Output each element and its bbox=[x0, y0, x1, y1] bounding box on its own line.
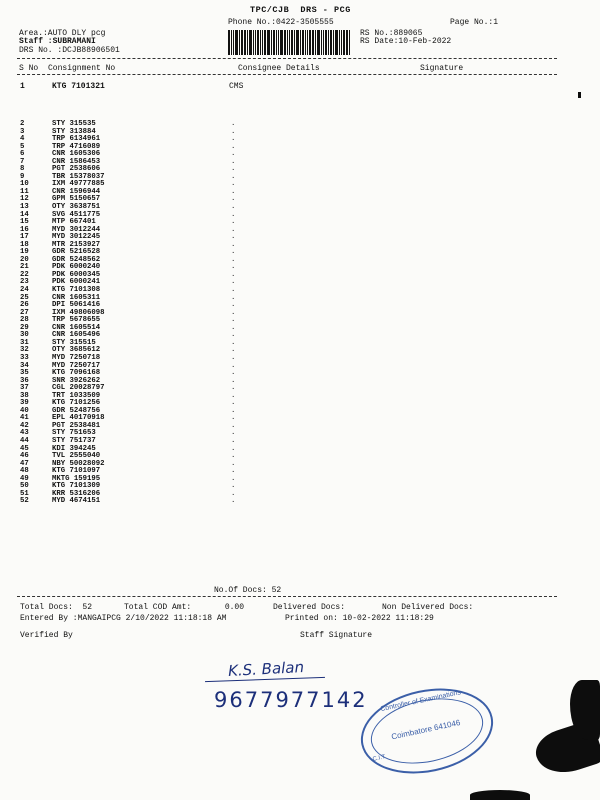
row-consignment-number: TRP 4716089 bbox=[52, 142, 101, 151]
row-consignee-details: . bbox=[231, 384, 236, 393]
barcode-bar bbox=[296, 30, 299, 55]
barcode-bar bbox=[264, 30, 266, 55]
row-serial-number: 31 bbox=[20, 338, 29, 347]
barcode-bar bbox=[262, 30, 263, 55]
barcode-bar bbox=[253, 30, 254, 55]
row-consignment-number: DPI 5061416 bbox=[52, 301, 101, 310]
row-consignee-details: . bbox=[231, 323, 236, 332]
row-consignment-number: GDR 5248562 bbox=[52, 255, 101, 264]
barcode-bar bbox=[307, 30, 308, 55]
rs-date: RS Date:10-Feb-2022 bbox=[360, 37, 452, 46]
barcode-bar bbox=[317, 30, 320, 55]
row-consignee-details: . bbox=[231, 270, 236, 279]
row-consignee-details: . bbox=[231, 195, 236, 204]
row-consignment-number: OTY 3685612 bbox=[52, 346, 101, 355]
row-consignee-details: . bbox=[231, 489, 236, 498]
row-serial-number: 50 bbox=[20, 482, 29, 491]
row-consignment-number: MYD 3012245 bbox=[52, 233, 101, 242]
row-consignment-number: STY 313884 bbox=[52, 127, 96, 136]
barcode-bar bbox=[239, 30, 240, 55]
row-serial-number: 47 bbox=[20, 459, 29, 468]
row-serial-number: 3 bbox=[20, 127, 25, 136]
row-consignee-details: . bbox=[231, 331, 236, 340]
barcode-bar bbox=[249, 30, 252, 55]
row-consignee-details: . bbox=[231, 210, 236, 219]
row-consignee-details: . bbox=[231, 293, 236, 302]
rs-number: RS No.:889065 bbox=[360, 29, 423, 38]
row-consignment-number: KTG 7101308 bbox=[52, 286, 101, 295]
row-consignment-number: TRP 5678655 bbox=[52, 316, 101, 325]
row-1-consignment: KTG 7101321 bbox=[52, 82, 105, 91]
row-serial-number: 18 bbox=[20, 240, 29, 249]
row-serial-number: 12 bbox=[20, 195, 29, 204]
row-serial-number: 21 bbox=[20, 263, 29, 272]
row-consignment-number: PDK 6000241 bbox=[52, 278, 101, 287]
barcode-bar bbox=[328, 30, 329, 55]
row-serial-number: 20 bbox=[20, 255, 29, 264]
barcode-bar bbox=[343, 30, 345, 55]
row-serial-number: 5 bbox=[20, 142, 25, 151]
row-consignment-number: GDR 5248756 bbox=[52, 406, 101, 415]
handwritten-signature: K.S. Balan bbox=[227, 658, 305, 680]
scan-shadow-bottom bbox=[470, 790, 530, 800]
row-consignee-details: . bbox=[231, 263, 236, 272]
row-consignee-details: . bbox=[231, 459, 236, 468]
barcode-bar bbox=[235, 30, 238, 55]
seal-middle-text: Coimbatore 641046 bbox=[390, 718, 462, 742]
row-consignment-number: KTG 7096168 bbox=[52, 369, 101, 378]
row-serial-number: 23 bbox=[20, 278, 29, 287]
row-consignee-details: . bbox=[231, 399, 236, 408]
row-consignment-number: CNR 1605311 bbox=[52, 293, 101, 302]
barcode-bar bbox=[325, 30, 327, 55]
row-serial-number: 48 bbox=[20, 467, 29, 476]
office-seal bbox=[353, 677, 501, 785]
row-consignment-number: TRT 1033509 bbox=[52, 391, 101, 400]
row-consignee-details: . bbox=[231, 338, 236, 347]
barcode-bar bbox=[241, 30, 243, 55]
row-serial-number: 30 bbox=[20, 331, 29, 340]
footer-divider bbox=[17, 596, 557, 597]
row-serial-number: 45 bbox=[20, 444, 29, 453]
row-serial-number: 11 bbox=[20, 187, 29, 196]
column-signature: Signature bbox=[420, 64, 464, 73]
row-consignee-details: . bbox=[231, 248, 236, 257]
row-consignment-number: CNR 1605306 bbox=[52, 150, 101, 159]
row-serial-number: 41 bbox=[20, 414, 29, 423]
row-consignment-number: SVG 4511775 bbox=[52, 210, 101, 219]
row-serial-number: 40 bbox=[20, 406, 29, 415]
consignment-list bbox=[20, 121, 280, 506]
barcode-bar bbox=[276, 30, 277, 55]
column-header-divider bbox=[17, 74, 557, 75]
row-consignment-number: MYD 4674151 bbox=[52, 497, 101, 506]
row-consignment-number: GPM 5150657 bbox=[52, 195, 101, 204]
row-consignment-number: CNR 1596944 bbox=[52, 187, 101, 196]
column-consignee-details: Consignee Details bbox=[238, 64, 320, 73]
row-consignee-details: . bbox=[231, 316, 236, 325]
row-serial-number: 15 bbox=[20, 218, 29, 227]
non-delivered-docs: Non Delivered Docs: bbox=[382, 603, 474, 612]
row-consignment-number: KTG 7101097 bbox=[52, 467, 101, 476]
barcode-bar bbox=[289, 30, 290, 55]
row-serial-number: 29 bbox=[20, 323, 29, 332]
row-consignee-details: . bbox=[231, 218, 236, 227]
barcode-bar bbox=[305, 30, 306, 55]
row-serial-number: 35 bbox=[20, 369, 29, 378]
row-consignment-number: MTR 2153927 bbox=[52, 240, 101, 249]
barcode-bar bbox=[278, 30, 279, 55]
entered-by: Entered By :MANGAIPCG 2/10/2022 11:18:18 AM bbox=[20, 614, 227, 623]
barcode-bar bbox=[315, 30, 316, 55]
row-consignee-details: . bbox=[231, 346, 236, 355]
row-consignment-number: TBR 15378037 bbox=[52, 172, 105, 181]
row-consignee-details: . bbox=[231, 278, 236, 287]
row-consignment-number: GDR 5216528 bbox=[52, 248, 101, 257]
row-consignment-number: MTP 667401 bbox=[52, 218, 96, 227]
row-consignment-number: OTY 3638751 bbox=[52, 203, 101, 212]
no-of-docs: No.Of Docs: 52 bbox=[214, 586, 282, 595]
row-serial-number: 27 bbox=[20, 308, 29, 317]
row-consignee-details: . bbox=[231, 142, 236, 151]
row-consignee-details: . bbox=[231, 157, 236, 166]
barcode-bar bbox=[228, 30, 230, 55]
row-consignment-number: PDK 6000240 bbox=[52, 263, 101, 272]
row-serial-number: 16 bbox=[20, 225, 29, 234]
row-consignee-details: . bbox=[231, 135, 236, 144]
row-consignee-details: . bbox=[231, 353, 236, 362]
row-consignee-details: . bbox=[231, 120, 236, 128]
row-consignment-number: KTG 7101309 bbox=[52, 482, 101, 491]
row-consignee-details: . bbox=[231, 497, 236, 506]
row-serial-number: 25 bbox=[20, 293, 29, 302]
column-consignment-no: Consignment No bbox=[48, 64, 116, 73]
row-consignee-details: . bbox=[231, 406, 236, 415]
row-consignee-details: . bbox=[231, 376, 236, 385]
row-serial-number: 43 bbox=[20, 429, 29, 438]
row-serial-number: 38 bbox=[20, 391, 29, 400]
row-consignment-number: TVL 2555040 bbox=[52, 452, 101, 461]
row-consignee-details: . bbox=[231, 172, 236, 181]
row-serial-number: 36 bbox=[20, 376, 29, 385]
row-consignment-number: MYD 7250718 bbox=[52, 353, 101, 362]
barcode-bar bbox=[244, 30, 246, 55]
row-consignee-details: . bbox=[231, 391, 236, 400]
row-consignment-number: PDK 6000345 bbox=[52, 270, 101, 279]
barcode-bar bbox=[255, 30, 256, 55]
barcode-bar bbox=[287, 30, 288, 55]
row-consignee-details: . bbox=[231, 421, 236, 430]
row-consignment-number: KDI 394245 bbox=[52, 444, 96, 453]
row-consignee-details: . bbox=[231, 436, 236, 445]
barcode-bar bbox=[335, 30, 338, 55]
barcode-bar bbox=[349, 30, 350, 55]
barcode-bar bbox=[247, 30, 248, 55]
row-consignment-number: PGT 2538481 bbox=[52, 421, 101, 430]
barcode-bar bbox=[330, 30, 332, 55]
row-consignee-details: . bbox=[231, 444, 236, 453]
row-serial-number: 51 bbox=[20, 489, 29, 498]
row-consignment-number: KTG 7101256 bbox=[52, 399, 101, 408]
row-serial-number: 6 bbox=[20, 150, 25, 159]
barcode-bar bbox=[271, 30, 272, 55]
row-consignee-details: . bbox=[231, 414, 236, 423]
row-serial-number: 42 bbox=[20, 421, 29, 430]
row-serial-number: 37 bbox=[20, 384, 29, 393]
row-consignee-details: . bbox=[231, 203, 236, 212]
barcode-bar bbox=[312, 30, 314, 55]
row-serial-number: 44 bbox=[20, 436, 29, 445]
row-consignment-number: IXM 49777885 bbox=[52, 180, 105, 189]
barcode bbox=[228, 30, 354, 55]
row-consignee-details: . bbox=[231, 308, 236, 317]
table-row bbox=[20, 498, 280, 506]
row-consignment-number: EPL 40170918 bbox=[52, 414, 105, 423]
row-consignment-number: NBY 50028092 bbox=[52, 459, 105, 468]
row-serial-number: 2 bbox=[20, 120, 25, 128]
row-consignee-details: . bbox=[231, 482, 236, 491]
header-divider bbox=[17, 58, 557, 59]
row-consignment-number: SNR 3926262 bbox=[52, 376, 101, 385]
barcode-bar bbox=[273, 30, 275, 55]
row-consignee-details: . bbox=[231, 187, 236, 196]
barcode-bar bbox=[257, 30, 259, 55]
row-consignee-details: . bbox=[231, 127, 236, 136]
row-consignee-details: . bbox=[231, 150, 236, 159]
barcode-bar bbox=[233, 30, 234, 55]
total-cod-amount: Total COD Amt: 0.00 bbox=[124, 603, 245, 612]
column-s-no: S No bbox=[19, 64, 39, 73]
barcode-bar bbox=[284, 30, 286, 55]
row-serial-number: 9 bbox=[20, 172, 25, 181]
row-1-sn: 1 bbox=[20, 82, 25, 91]
delivered-docs: Delivered Docs: bbox=[273, 603, 346, 612]
barcode-bar bbox=[323, 30, 324, 55]
row-serial-number: 34 bbox=[20, 361, 29, 370]
scan-speck bbox=[578, 92, 581, 98]
staff-label: Staff :SUBRAMANI bbox=[19, 37, 96, 46]
row-consignment-number: CGL 20028797 bbox=[52, 384, 105, 393]
row-consignment-number: IXM 49806098 bbox=[52, 308, 105, 317]
row-consignee-details: . bbox=[231, 233, 236, 242]
row-consignment-number: CNR 1605496 bbox=[52, 331, 101, 340]
barcode-bar bbox=[302, 30, 304, 55]
row-consignment-number: PGT 2538606 bbox=[52, 165, 101, 174]
seal-top-text: Controller of Examinations bbox=[379, 689, 462, 714]
barcode-bar bbox=[341, 30, 342, 55]
handwritten-phone-number: 9677977142 bbox=[214, 688, 368, 712]
barcode-bar bbox=[346, 30, 348, 55]
row-serial-number: 13 bbox=[20, 203, 29, 212]
barcode-bar bbox=[339, 30, 340, 55]
verified-by: Verified By bbox=[20, 631, 73, 640]
barcode-bar bbox=[321, 30, 322, 55]
barcode-bar bbox=[280, 30, 283, 55]
area-label: Area.:AUTO DLY pcg bbox=[19, 29, 106, 38]
row-consignee-details: . bbox=[231, 240, 236, 249]
row-serial-number: 14 bbox=[20, 210, 29, 219]
row-serial-number: 49 bbox=[20, 474, 29, 483]
row-serial-number: 52 bbox=[20, 497, 29, 506]
row-serial-number: 33 bbox=[20, 353, 29, 362]
row-consignment-number: KRR 5316206 bbox=[52, 489, 101, 498]
row-consignee-details: . bbox=[231, 474, 236, 483]
row-consignee-details: . bbox=[231, 467, 236, 476]
row-consignment-number: CNR 1605514 bbox=[52, 323, 101, 332]
row-consignment-number: CNR 1586453 bbox=[52, 157, 101, 166]
row-consignee-details: . bbox=[231, 255, 236, 264]
row-consignee-details: . bbox=[231, 180, 236, 189]
row-serial-number: 4 bbox=[20, 135, 25, 144]
row-serial-number: 28 bbox=[20, 316, 29, 325]
row-consignment-number: MYD 3012244 bbox=[52, 225, 101, 234]
row-consignment-number: TRP 6134961 bbox=[52, 135, 101, 144]
barcode-bar bbox=[294, 30, 295, 55]
barcode-bar bbox=[309, 30, 311, 55]
barcode-bar bbox=[231, 30, 232, 55]
row-consignment-number: STY 751737 bbox=[52, 436, 96, 445]
phone-number: Phone No.:0422-3505555 bbox=[228, 18, 334, 27]
row-consignee-details: . bbox=[231, 361, 236, 370]
seal-left-text: C.I.T bbox=[372, 754, 387, 763]
staff-signature-label: Staff Signature bbox=[300, 631, 373, 640]
document-title: TPC/CJB DRS - PCG bbox=[250, 5, 351, 15]
row-consignment-number: STY 751653 bbox=[52, 429, 96, 438]
barcode-bar bbox=[333, 30, 334, 55]
barcode-bar bbox=[291, 30, 293, 55]
row-consignment-number: STY 315535 bbox=[52, 120, 96, 128]
row-serial-number: 22 bbox=[20, 270, 29, 279]
row-1-consignee: CMS bbox=[229, 82, 244, 91]
row-serial-number: 39 bbox=[20, 399, 29, 408]
total-docs: Total Docs: 52 bbox=[20, 603, 93, 612]
row-serial-number: 46 bbox=[20, 452, 29, 461]
barcode-bar bbox=[300, 30, 301, 55]
row-consignee-details: . bbox=[231, 452, 236, 461]
row-consignment-number: MKTG 159195 bbox=[52, 474, 101, 483]
row-consignment-number: MYD 7250717 bbox=[52, 361, 101, 370]
row-serial-number: 24 bbox=[20, 286, 29, 295]
row-consignee-details: . bbox=[231, 225, 236, 234]
row-serial-number: 7 bbox=[20, 157, 25, 166]
row-consignee-details: . bbox=[231, 286, 236, 295]
row-consignee-details: . bbox=[231, 429, 236, 438]
row-serial-number: 32 bbox=[20, 346, 29, 355]
row-consignee-details: . bbox=[231, 369, 236, 378]
row-serial-number: 26 bbox=[20, 301, 29, 310]
drs-number: DRS No. :DCJB88906501 bbox=[19, 46, 120, 55]
row-consignee-details: . bbox=[231, 165, 236, 174]
barcode-bar bbox=[260, 30, 261, 55]
row-consignee-details: . bbox=[231, 301, 236, 310]
row-serial-number: 10 bbox=[20, 180, 29, 189]
page-number: Page No.:1 bbox=[450, 18, 499, 27]
barcode-bar bbox=[267, 30, 270, 55]
printed-on: Printed on: 10-02-2022 11:18:29 bbox=[285, 614, 434, 623]
row-serial-number: 8 bbox=[20, 165, 25, 174]
row-consignment-number: STY 315515 bbox=[52, 338, 96, 347]
row-serial-number: 19 bbox=[20, 248, 29, 257]
row-serial-number: 17 bbox=[20, 233, 29, 242]
